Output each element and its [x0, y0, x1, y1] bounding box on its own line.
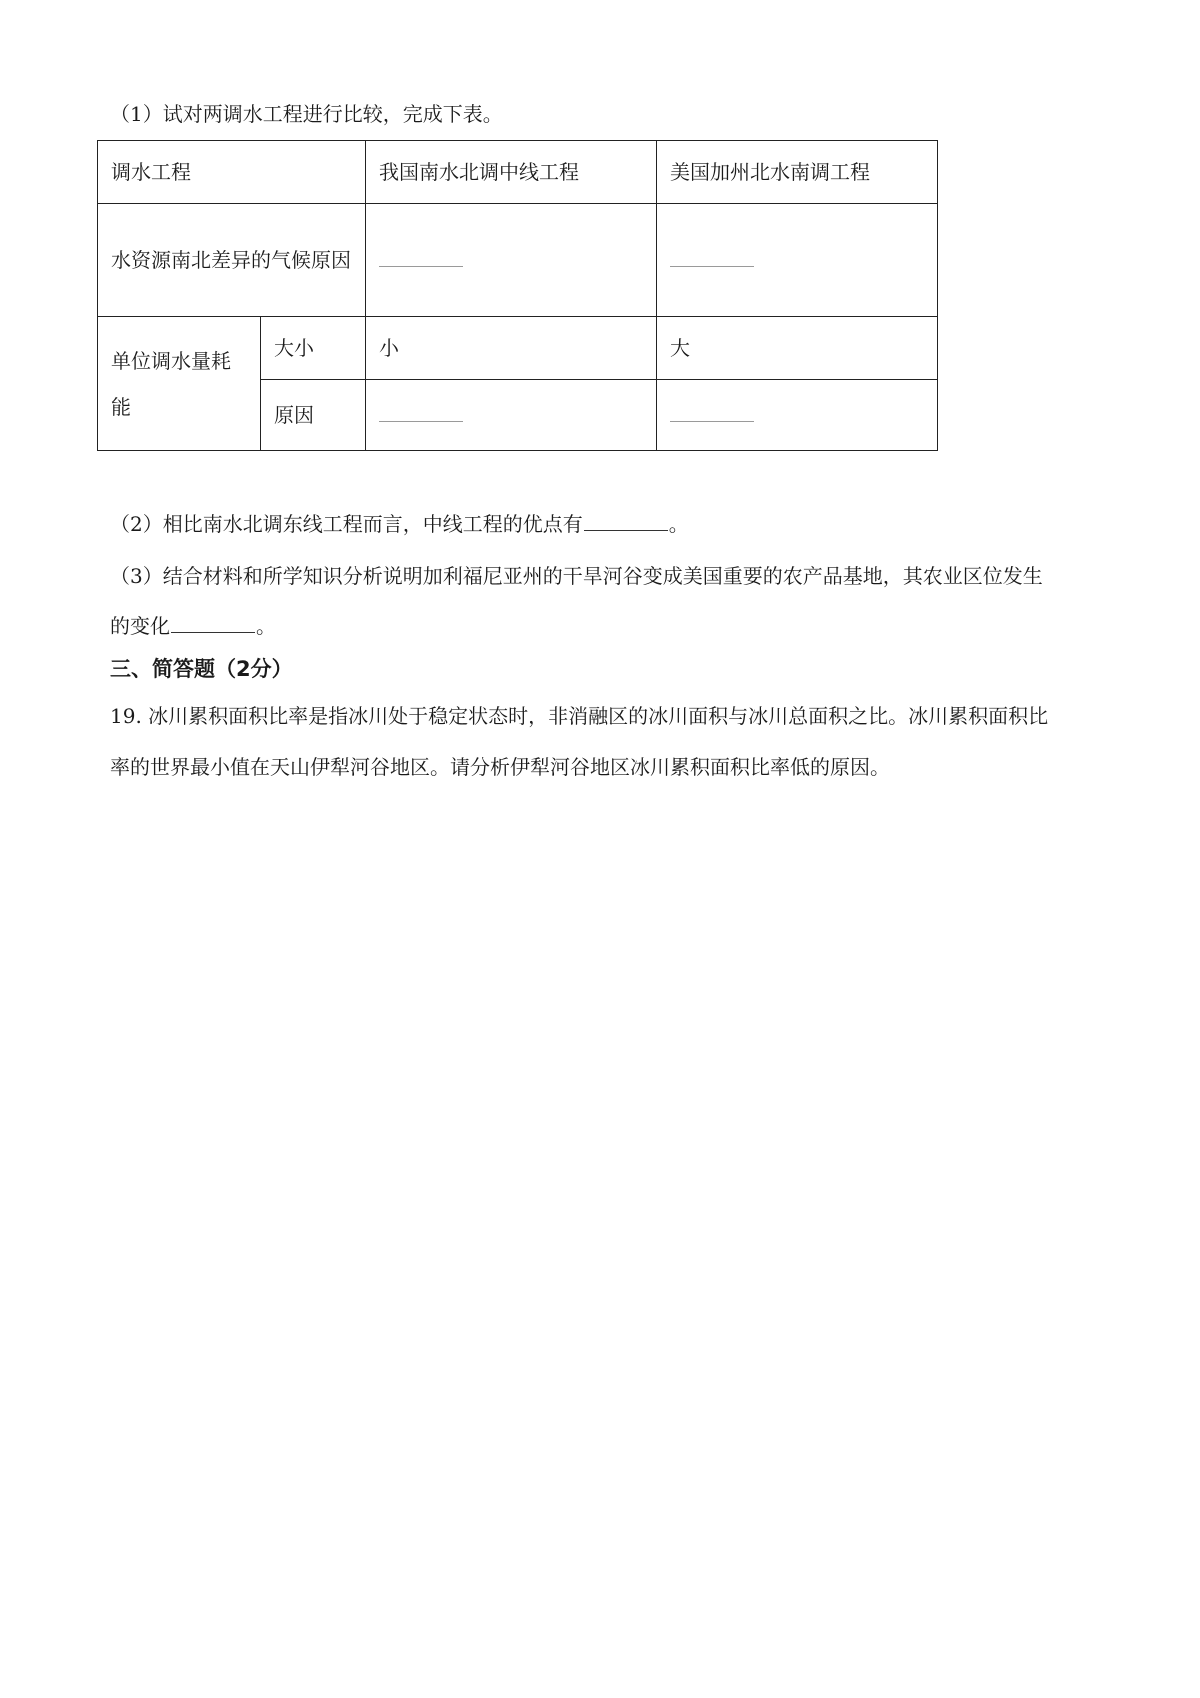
q2 [110, 510, 689, 538]
table-header-project: 调水工程 [98, 141, 366, 204]
reason-answer-china[interactable] [366, 380, 657, 451]
q3-line1: （3）结合材料和所学知识分析说明加利福尼亚州的干旱河谷变成美国重要的农产品基地，其农业区位发生 [110, 564, 1043, 588]
reason-label: 原因 [261, 380, 366, 451]
q3-answer-blank[interactable] [171, 614, 255, 633]
table-header-china: 我国南水北调中线工程 [366, 141, 657, 204]
climate-reason-label: 水资源南北差异的气候原因 [98, 204, 366, 317]
q2-text: （2）相比南水北调东线工程而言，中线工程的优点有 [110, 512, 583, 536]
energy-label: 单位调水量耗能 [98, 317, 261, 451]
table-row [98, 317, 938, 380]
climate-answer-usa[interactable] [657, 204, 938, 317]
climate-answer-china[interactable] [366, 204, 657, 317]
q19-line2: 率的世界最小值在天山伊犁河谷地区。请分析伊犁河谷地区冰川累积面积比率低的原因。 [110, 755, 890, 779]
comparison-table [97, 140, 938, 451]
answer-blank[interactable] [379, 252, 463, 267]
q19-line1: 19. 冰川累积面积比率是指冰川处于稳定状态时，非消融区的冰川面积与冰川总面积之比。冰川累积面积比 [110, 704, 1049, 728]
table-row [98, 141, 938, 204]
size-china: 小 [366, 317, 657, 380]
table-header-usa: 美国加州北水南调工程 [657, 141, 938, 204]
reason-answer-usa[interactable] [657, 380, 938, 451]
section-title: 三、简答题（2分） [110, 657, 293, 681]
q3-line2 [110, 612, 276, 640]
answer-blank[interactable] [379, 407, 463, 422]
q3-end: 。 [256, 614, 276, 638]
q2-end: 。 [668, 512, 689, 536]
table-row [98, 204, 938, 317]
q1-intro: （1）试对两调水工程进行比较，完成下表。 [110, 102, 503, 126]
answer-blank[interactable] [670, 252, 754, 267]
q2-answer-blank[interactable] [584, 512, 668, 531]
size-usa: 大 [657, 317, 938, 380]
answer-blank[interactable] [670, 407, 754, 422]
size-label: 大小 [261, 317, 366, 380]
q3-text: 的变化 [110, 614, 170, 638]
